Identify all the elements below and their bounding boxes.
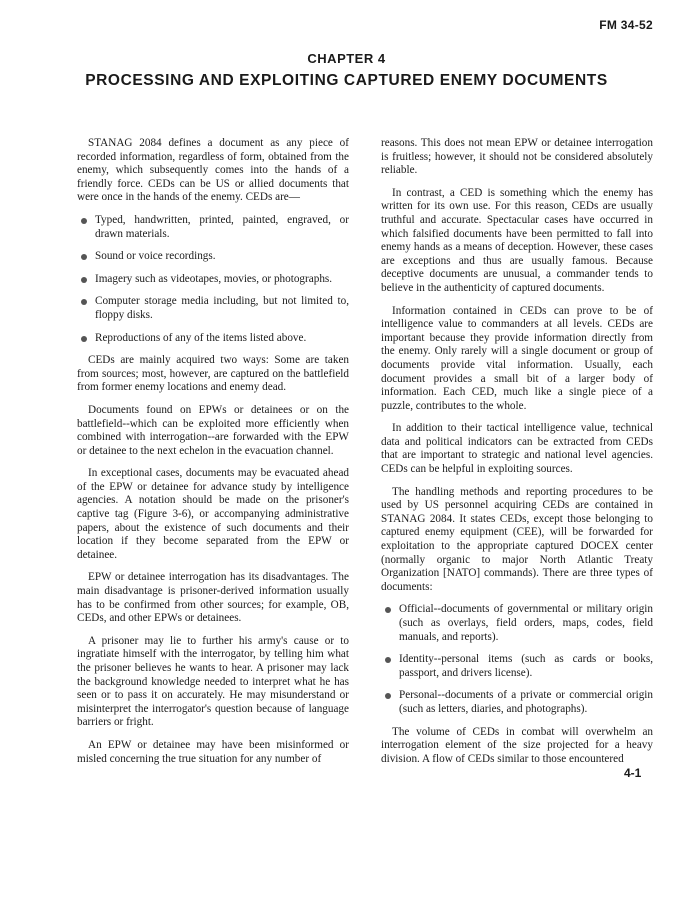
bullet-icon [81,336,87,342]
paragraph: EPW or detainee interrogation has its disadvantages. The main disadvantage is prisoner-derived information usually has to be confirmed from other sources; for example, OB, CEDs, and other EPWs or detainees. [77,571,349,625]
right-column [381,137,653,775]
paragraph: reasons. This does not mean EPW or detainee interrogation is fruitless; however, it should not be considered absolutely reliable. [381,137,653,177]
paragraph: In contrast, a CED is something which the enemy has written for its own use. For this reason, CEDs are usually truthful and accurate. Spectacular cases have occurred in which falsified documents have been permitted to fall into enemy hands as a means of deception. However, these cases are exceptions and thus are usually famous. Because deceptive documents are unusual, a commander tends to believe in the authenticity of captured documents. [381,186,653,294]
list-item: Official--documents of governmental or military origin (such as overlays, field orders, maps, codes, field manuals, and reports). [399,603,653,644]
paragraph: In exceptional cases, documents may be evacuated ahead of the EPW or detainee for advance study by intelligence agencies. A notation should be made on the prisoner's captive tag (Figure 3-6), or accompanying administrative papers, about the existence of such documents and their location if they become separated from the EPW or detainee. [77,467,349,561]
paragraph: Information contained in CEDs can prove to be of intelligence value to commanders at all levels. CEDs are important because they provide information directly from the enemy. Only rarely will a single document or group of documents provide vital information. Usually, each document provides a small bit of a larger body of information. Each CED, much like a single piece of a puzzle, contributes to the whole. [381,304,653,412]
list-item: Identity--personal items (such as cards or books, passport, and drivers license). [399,653,653,680]
chapter-heading: CHAPTER 4 [307,51,386,66]
bullet-icon [81,254,87,260]
bullet-icon [385,657,391,663]
page-title: PROCESSING AND EXPLOITING CAPTURED ENEMY DOCUMENTS [85,72,608,89]
paragraph: In addition to their tactical intelligence value, technical data and political indicators can be extracted from CEDs that are important to strategic and national level agencies. CEDs can be helpful in exploiting sources. [381,422,653,476]
paragraph: A prisoner may lie to further his army's cause or to ingratiate himself with the interrogator, by telling him what the prisoner believes he wants to hear. A prisoner may lack the background knowledge needed to interpret what he has seen or to pass it on accurately. He may misunderstand or misinterpret the interrogator's question because of language barriers or fright. [77,634,349,729]
bullet-icon [81,277,87,283]
bullet-icon [385,693,391,699]
list-item: Sound or voice recordings. [95,250,349,264]
bullet-list [77,214,349,345]
page-number: 4-1 [624,766,642,780]
paragraph: Documents found on EPWs or detainees or on the battlefield--which can be exploited more efficiently when combined with interrogation--are forwarded with the EPW or detainee to the next echelon in the evacuation channel. [77,403,349,457]
manual-number: FM 34-52 [599,18,653,32]
bullet-icon [81,299,87,305]
list-item: Reproductions of any of the items listed above. [95,332,349,346]
paragraph: STANAG 2084 defines a document as any piece of recorded information, regardless of form, obtained from the enemy, which subsequently comes into the hands of a friendly force. CEDs can be US or allied documents that were once in the hands of the enemy. CEDs are— [77,137,349,204]
paragraph: An EPW or detainee may have been misinformed or misled concerning the true situation for any number of [77,738,349,765]
list-item: Imagery such as videotapes, movies, or photographs. [95,273,349,287]
list-item: Personal--documents of a private or commercial origin (such as letters, diaries, and photographs). [399,689,653,716]
paragraph: CEDs are mainly acquired two ways: Some are taken from sources; most, however, are captured on the battlefield from former enemy locations and enemy dead. [77,354,349,394]
bullet-icon [385,607,391,613]
paragraph: The handling methods and reporting procedures to be used by US personnel acquiring CEDs are contained in STANAG 2084. It states CEDs, except those belonging to captured enemy equipment (CEE), will be forwarded for exploitation to the appropriate captured DOCEX center (normally organic to major North Atlantic Treaty Organization [NATO] commands). There are three types of documents: [381,485,653,593]
list-item: Computer storage media including, but not limited to, floppy disks. [95,295,349,322]
left-column [77,137,349,775]
bullet-list [381,603,653,716]
list-item: Typed, handwritten, printed, painted, engraved, or drawn materials. [95,214,349,241]
bullet-icon [81,218,87,224]
paragraph: The volume of CEDs in combat will overwhelm an interrogation element of the size projected for a heavy division. A flow of CEDs similar to those encountered [381,725,653,765]
